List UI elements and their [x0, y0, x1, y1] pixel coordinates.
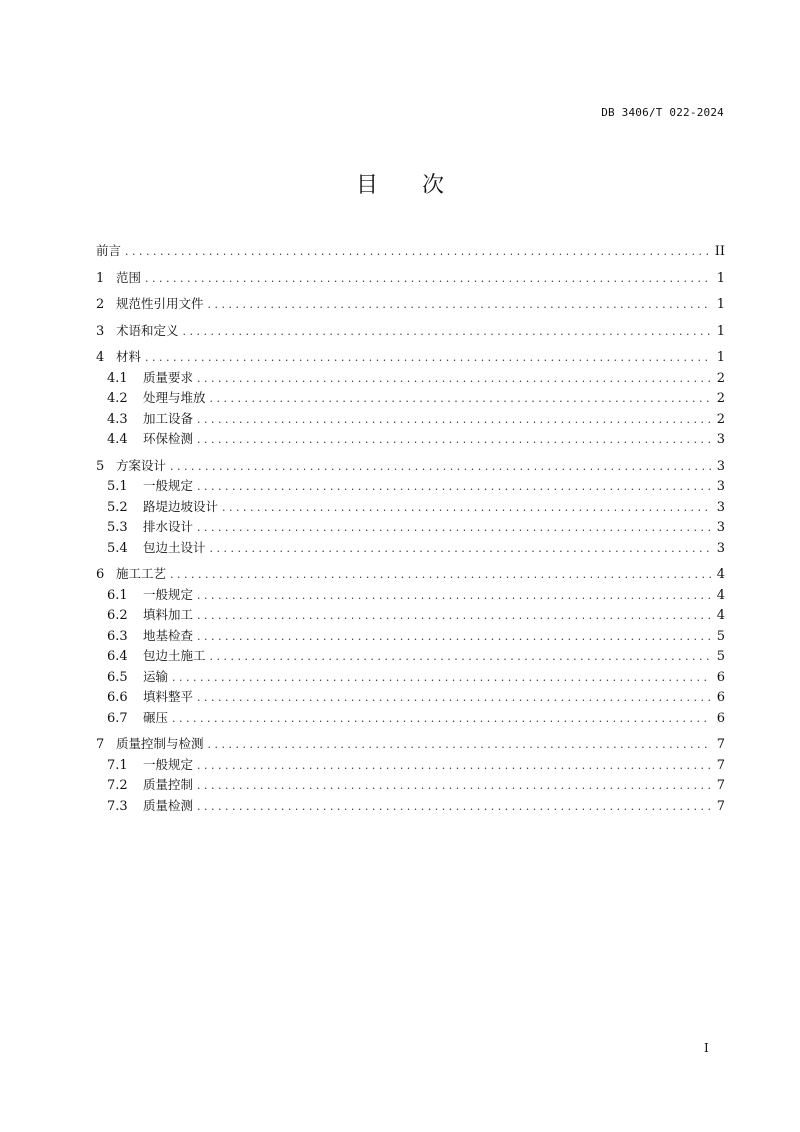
dot-leader: [208, 295, 711, 316]
toc-entry-page: 2: [716, 391, 725, 406]
toc-entry[interactable]: [96, 294, 725, 315]
toc-entry-label: 规范性引用文件: [116, 296, 204, 311]
dot-leader: [197, 369, 711, 390]
toc-entry-page: 3: [716, 540, 725, 556]
dot-leader: [197, 606, 711, 627]
toc-entry-label: 运输: [143, 668, 169, 684]
dot-leader: [197, 430, 711, 451]
toc-entry-label: 碾压: [143, 709, 169, 725]
toc-entry[interactable]: [96, 708, 725, 729]
toc-entry-number: 6.3: [107, 628, 128, 644]
toc-entry-page: 1: [716, 297, 725, 312]
toc-entry-label: 地基检查: [143, 627, 194, 643]
toc-entry[interactable]: [96, 585, 725, 606]
dot-leader: [197, 410, 711, 431]
toc-entry-label: 材料: [116, 349, 142, 364]
toc-entry-label: 包边土施工: [143, 648, 206, 663]
toc-title-char-2: 次: [422, 173, 445, 198]
dot-leader: [210, 539, 711, 560]
dot-leader: [145, 348, 711, 369]
toc-entry-label: 包边土设计: [143, 539, 206, 555]
toc-entry[interactable]: [96, 409, 725, 430]
toc-entry-label: 处理与堆放: [143, 390, 206, 405]
dot-leader: [197, 688, 711, 709]
toc-entry-number: 4.4: [107, 432, 128, 447]
toc-entry[interactable]: [96, 667, 725, 688]
toc-entry-page: 4: [716, 567, 725, 582]
toc-entry[interactable]: [96, 605, 725, 626]
dot-leader: [145, 269, 711, 290]
toc-entry-number: 4: [96, 350, 105, 365]
toc-entry[interactable]: [96, 687, 725, 708]
toc-entry[interactable]: [96, 497, 725, 518]
dot-leader: [222, 498, 711, 519]
toc-entry-number: 1: [96, 270, 105, 286]
toc-entry-page: 4: [716, 587, 725, 603]
toc-entry-label: 施工工艺: [116, 566, 167, 581]
toc-entry-page: 7: [716, 778, 725, 793]
dot-leader: [172, 668, 711, 689]
toc-entry-number: 6.2: [107, 608, 128, 623]
toc-entry-label: 质量控制与检测: [116, 736, 204, 751]
toc-entry-label: 填料加工: [143, 607, 194, 622]
toc-entry-page: 7: [716, 737, 725, 752]
toc-entry-label: 填料整平: [143, 689, 194, 704]
toc-entry-label: 排水设计: [143, 519, 194, 534]
toc-entry-page: 3: [716, 479, 725, 494]
toc-entry-label: 质量检测: [143, 797, 194, 813]
dot-leader: [197, 756, 711, 777]
dot-leader: [172, 709, 711, 730]
dot-leader: [197, 627, 711, 648]
toc-entry-page: 7: [716, 798, 725, 814]
toc-entry[interactable]: [96, 321, 725, 342]
toc-entry-page: 3: [716, 499, 725, 515]
toc-entry-number: 5.2: [107, 499, 128, 515]
toc-entry-page: 2: [716, 370, 725, 386]
toc-entry-page: 5: [716, 628, 725, 644]
toc-entry[interactable]: [96, 388, 725, 409]
toc-entry-label: 术语和定义: [116, 322, 179, 338]
toc-entry-label: 范围: [116, 269, 142, 285]
toc-entry[interactable]: [96, 734, 725, 755]
document-id: DB 3406/T 022-2024: [601, 106, 724, 119]
toc-entry-label: 环保检测: [143, 431, 194, 446]
toc-entry-number: 6.4: [107, 649, 128, 664]
toc-entry-number: 2: [96, 297, 105, 312]
toc-entry-number: 3: [96, 323, 105, 339]
toc-entry[interactable]: [96, 368, 725, 389]
toc-entry-page: 5: [716, 649, 725, 664]
toc-entry-number: 5.3: [107, 520, 128, 535]
toc-entry-label: 加工设备: [143, 410, 194, 426]
toc-entry-page: 3: [716, 432, 725, 447]
toc-entry-label: 一般规定: [143, 586, 194, 602]
toc-entry-number: 6.5: [107, 669, 128, 685]
toc-entry-label: 一般规定: [143, 478, 194, 493]
toc-entry-page: 7: [716, 757, 725, 773]
toc-title: [0, 168, 800, 199]
toc-entry-label: 方案设计: [116, 457, 167, 473]
toc-entry-number: 6.7: [107, 710, 128, 726]
toc-entry-number: 5: [96, 458, 105, 474]
page-number: I: [704, 1041, 709, 1055]
toc-entry-page: II: [714, 244, 725, 259]
toc-entry[interactable]: [96, 564, 725, 585]
toc-entry-number: 5.4: [107, 540, 128, 556]
toc-entry-number: 4.2: [107, 391, 128, 406]
toc-entry[interactable]: [96, 476, 725, 497]
toc-entry-number: 6.6: [107, 690, 128, 705]
toc-entry[interactable]: [96, 517, 725, 538]
dot-leader: [197, 518, 711, 539]
toc-entry[interactable]: [96, 755, 725, 776]
dot-leader: [197, 776, 711, 797]
toc-title-char-1: 目: [355, 173, 378, 198]
dot-leader: [125, 242, 711, 263]
toc-entry-page: 1: [716, 350, 725, 365]
toc-entry[interactable]: [96, 538, 725, 559]
toc-entry-number: 7.2: [107, 778, 128, 793]
dot-leader: [170, 457, 711, 478]
toc-entry-number: 7.3: [107, 798, 128, 814]
dot-leader: [208, 735, 711, 756]
dot-leader: [183, 322, 711, 343]
toc-entry-label: 质量控制: [143, 777, 194, 792]
toc-entry-number: 7.1: [107, 757, 128, 773]
toc-entry-number: 6: [96, 567, 105, 582]
toc-entry-page: 1: [716, 323, 725, 339]
dot-leader: [210, 389, 711, 410]
dot-leader: [170, 565, 711, 586]
toc-entry[interactable]: [96, 268, 725, 289]
toc-entry-page: 2: [716, 411, 725, 427]
toc-entry-page: 6: [716, 690, 725, 705]
toc-entry[interactable]: [96, 646, 725, 667]
toc-entry-page: 4: [716, 608, 725, 623]
toc-entry-number: 7: [96, 737, 105, 752]
toc-entry[interactable]: [96, 456, 725, 477]
dot-leader: [197, 586, 711, 607]
toc-entry-number: 6.1: [107, 587, 128, 603]
toc-entry-label: 路堤边坡设计: [143, 498, 219, 514]
toc-entry[interactable]: [96, 796, 725, 817]
toc-entry-number: 5.1: [107, 479, 128, 494]
toc-entry-number: 4.3: [107, 411, 128, 427]
toc-entry-label: 质量要求: [143, 369, 194, 385]
toc-entry[interactable]: [96, 429, 725, 450]
toc-entry-page: 6: [716, 710, 725, 726]
toc-entry-label: 一般规定: [143, 756, 194, 772]
toc-entry[interactable]: [96, 775, 725, 796]
toc-entry-page: 6: [716, 669, 725, 685]
toc-entry-label: 前言: [96, 243, 122, 258]
table-of-contents: [96, 241, 725, 816]
toc-entry[interactable]: [96, 241, 725, 262]
dot-leader: [210, 647, 711, 668]
dot-leader: [197, 797, 711, 818]
toc-entry-page: 1: [716, 270, 725, 286]
dot-leader: [197, 477, 711, 498]
toc-entry-page: 3: [716, 458, 725, 474]
toc-entry[interactable]: [96, 347, 725, 368]
toc-entry-page: 3: [716, 520, 725, 535]
toc-entry-number: 4.1: [107, 370, 128, 386]
toc-entry[interactable]: [96, 626, 725, 647]
